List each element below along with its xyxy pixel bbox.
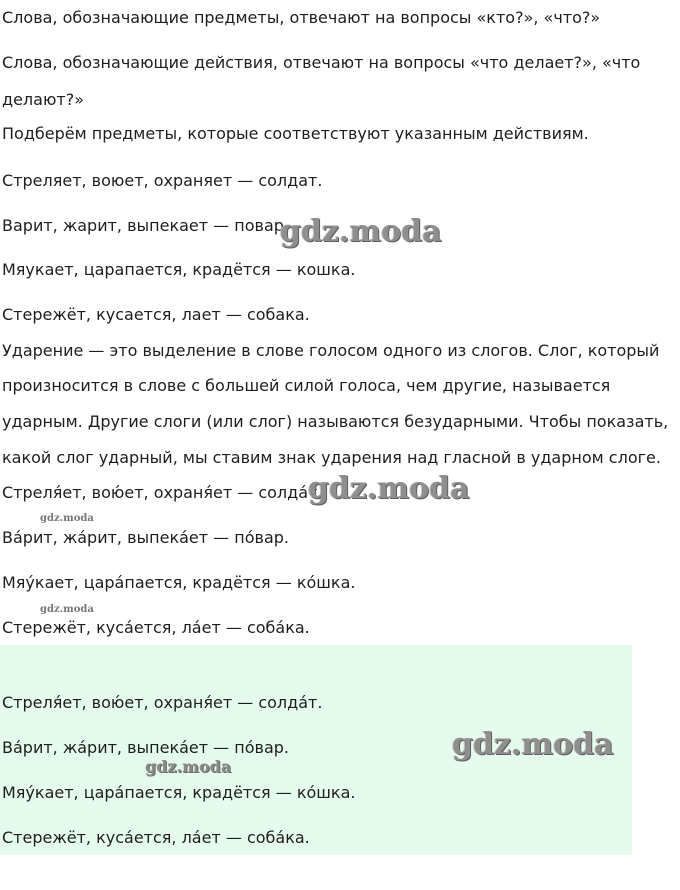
stress-rule-line-2: произносится в слове с большей силой голоса, чем другие, называется	[2, 376, 611, 395]
answer-line-2: Ва́рит, жа́рит, выпека́ет — по́вар.	[2, 738, 289, 757]
stress-rule-line-3: ударным. Другие слоги (или слог) называются безударными. Чтобы показать,	[2, 412, 669, 431]
watermark: gdz.moda	[145, 757, 232, 776]
stressed-example-3: Мяу́кает, цара́пается, крадётся — ко́шка.	[2, 573, 356, 592]
rule-actions-line-1: Слова, обозначающие действия, отвечают на вопросы «что делает?», «что	[2, 53, 641, 72]
rule-actions-line-2: делают?»	[2, 90, 85, 109]
stressed-example-1: Стреля́ет, вою́ет, охраня́ет — солда́т.	[2, 483, 323, 502]
plain-example-4: Стережёт, кусается, лает — собака.	[2, 305, 310, 324]
answer-line-4: Стережёт, куса́ется, ла́ет — соба́ка.	[2, 828, 310, 847]
answer-line-1: Стреля́ет, вою́ет, охраня́ет — солда́т.	[2, 693, 323, 712]
watermark: gdz.moda	[308, 471, 470, 506]
watermark: gdz.moda	[40, 513, 94, 524]
stressed-example-4: Стережёт, куса́ется, ла́ет — соба́ка.	[2, 618, 310, 637]
task-intro: Подберём предметы, которые соответствуют указанным действиям.	[2, 124, 589, 143]
answer-line-3: Мяу́кает, цара́пается, крадётся — ко́шка.	[2, 783, 356, 802]
plain-example-2: Варит, жарит, выпекает — повар.	[2, 216, 289, 235]
plain-example-1: Стреляет, воюет, охраняет — солдат.	[2, 171, 323, 190]
stress-rule-line-4: какой слог ударный, мы ставим знак ударения над гласной в ударном слоге.	[2, 448, 661, 467]
watermark: gdz.moda	[40, 604, 94, 615]
plain-example-3: Мяукает, царапается, крадётся — кошка.	[2, 260, 356, 279]
watermark: gdz.moda	[452, 727, 614, 762]
stressed-example-2: Ва́рит, жа́рит, выпека́ет — по́вар.	[2, 528, 289, 547]
watermark: gdz.moda	[280, 214, 442, 249]
stress-rule-line-1: Ударение — это выделение в слове голосом одного из слогов. Слог, который	[2, 341, 660, 360]
rule-objects: Слова, обозначающие предметы, отвечают на вопросы «кто?», «что?»	[2, 8, 601, 27]
